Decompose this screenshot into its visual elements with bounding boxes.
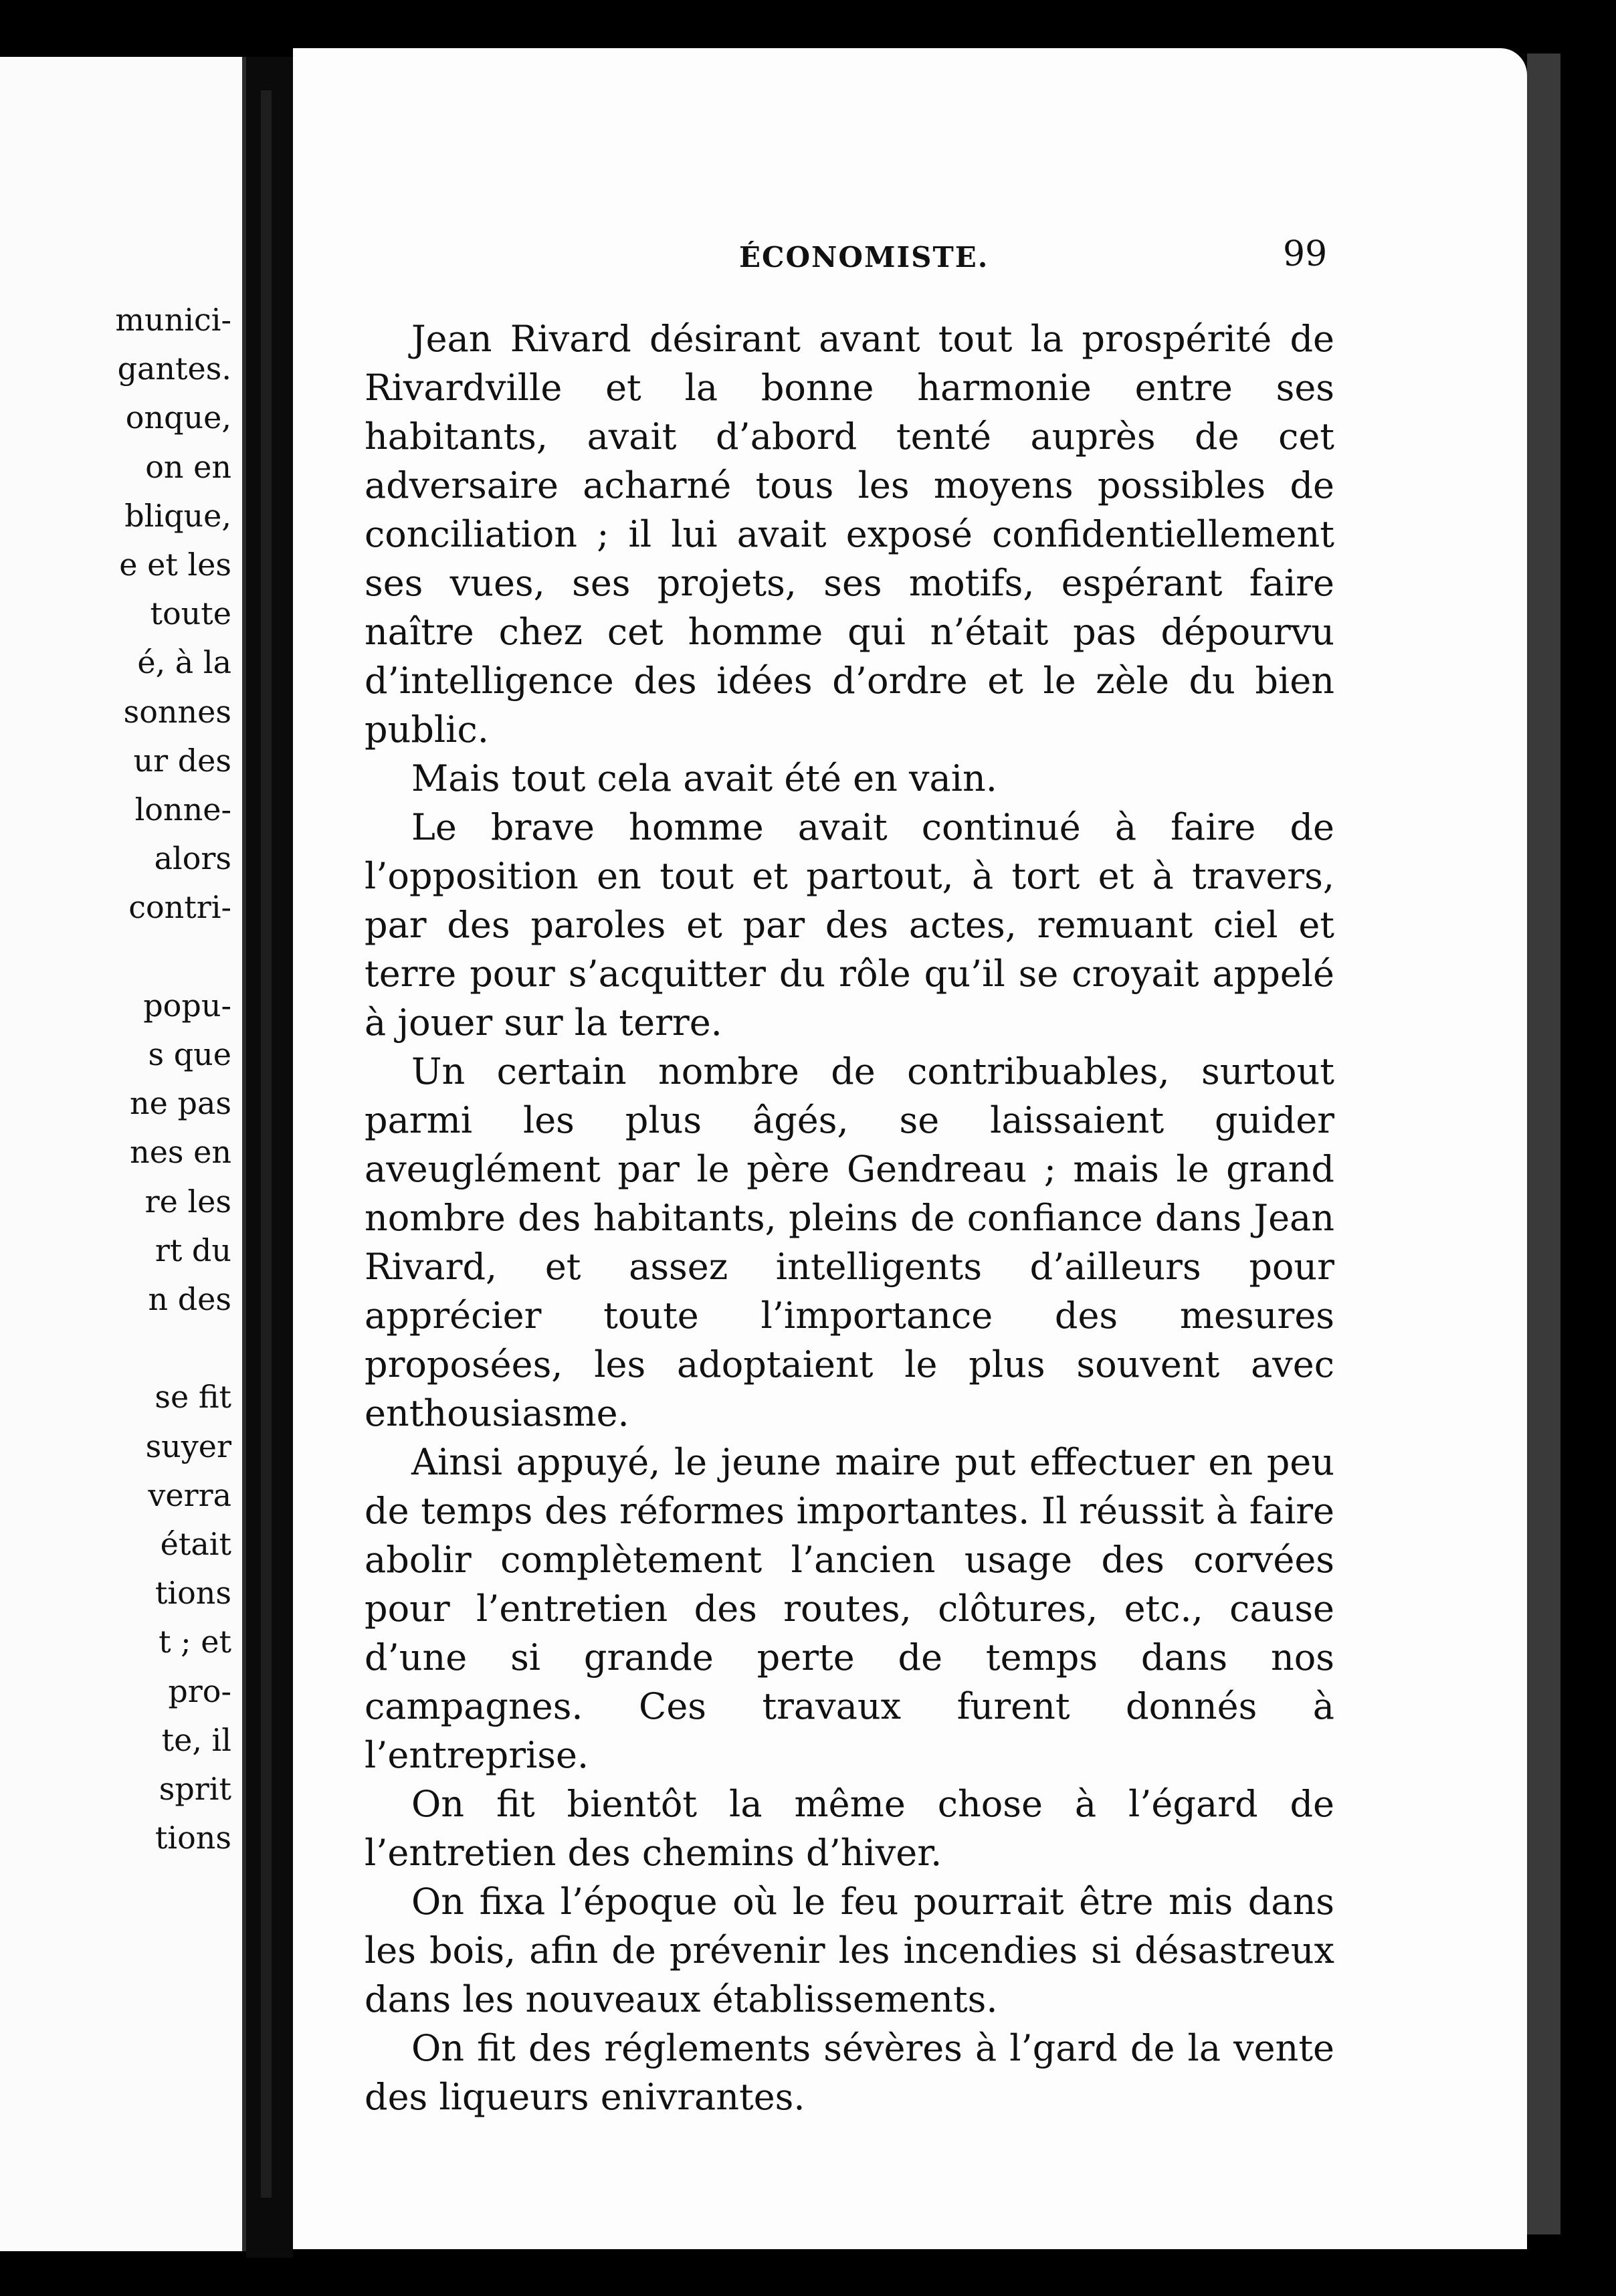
paragraph: Mais tout cela avait été en vain. [411, 757, 997, 799]
left-page-line: lonne- [134, 791, 231, 828]
left-page-line: alors [154, 840, 231, 877]
left-page-line: e et les [119, 547, 231, 583]
left-page-line: onque, [125, 399, 231, 436]
left-page-line: sonnes [123, 693, 231, 730]
left-page-line: suyer [145, 1428, 231, 1464]
left-page-line: munici- [115, 302, 231, 338]
left-page-line: popu- [143, 987, 231, 1024]
paragraph: On fit des réglements sévères à l’gard de la vente des liqueurs enivrantes. [365, 2027, 1334, 2118]
page-number: 99 [1283, 234, 1328, 274]
paragraph: On fit bientôt la même chose à l’égard de l’entretien des chemins d’hiver. [365, 1783, 1334, 1874]
paragraph: Un certain nombre de contribuables, surtout parmi les plus âgés, se laissaient guider aveuglément par le père Gendreau ; mais le grand nombre des habitants, pleins de confiance dans Jean Rivard, et assez intelligents d’ailleurs pour apprécier toute l’importance des mesures proposées, les adoptaient le plus souvent avec enthousiasme. [365, 1050, 1334, 1434]
left-page-line: sprit [159, 1771, 231, 1807]
left-page-line: tions [155, 1820, 231, 1856]
left-page-line: te, il [161, 1721, 231, 1758]
left-page-line: se fit [155, 1379, 231, 1416]
paragraph: Jean Rivard désirant avant tout la prospérité de Rivardville et la bonne harmonie entre ses habitants, avait d’abord tenté auprès de cet adversaire acharné tous les moyens possibles de conciliation ; il lui avait exposé confidentiellement ses vues, ses projets, ses motifs, espérant faire naître chez cet homme qui n’était pas dépourvu d’intelligence des idées d’ordre et le zèle du bien public. [365, 318, 1334, 751]
body-text [365, 314, 1334, 2121]
left-page-line: gantes. [117, 351, 231, 387]
left-page-line: tions [155, 1575, 231, 1612]
left-page [0, 57, 246, 2251]
book-gutter [246, 57, 293, 2258]
book-spine [261, 90, 272, 2198]
left-page-line: pro- [168, 1672, 231, 1709]
left-page-line: toute [150, 595, 231, 632]
left-page-line: rt du [155, 1232, 231, 1268]
left-page-line: ne pas [130, 1085, 231, 1122]
left-page-line: t ; et [159, 1624, 231, 1660]
left-page-line: était [160, 1526, 231, 1562]
left-page-line: re les [144, 1183, 231, 1220]
left-page-line: nes en [130, 1134, 231, 1171]
left-page-line: ur des [133, 742, 231, 779]
left-page-line: é, à la [137, 644, 231, 681]
left-page-line: verra [148, 1476, 231, 1513]
left-page-line: on en [145, 448, 231, 485]
left-page-line: blique, [124, 497, 231, 534]
running-head: ÉCONOMISTE. [739, 241, 989, 274]
paragraph: On fixa l’époque où le feu pourrait être mis dans les bois, afin de prévenir les incendies si désastreux dans les nouveaux établissements. [365, 1881, 1334, 2020]
left-page-line: n des [148, 1281, 231, 1317]
left-page-line: s que [148, 1036, 231, 1072]
paragraph: Le brave homme avait continué à faire de l’opposition en tout et partout, à tort et à travers, par des paroles et par des actes, remuant ciel et terre pour s’acquitter du rôle qu’il se croyait appelé à jouer sur la terre. [365, 806, 1334, 1044]
paragraph: Ainsi appuyé, le jeune maire put effectuer en peu de temps des réformes importantes. Il réussit à faire abolir complètement l’ancien usage des corvées pour l’entretien des routes, clôtures, etc., cause d’une si grande perte de temps dans nos campagnes. Ces travaux furent donnés à l’entreprise. [365, 1441, 1334, 1776]
left-page-line: contri- [128, 889, 231, 926]
right-page-edge [1527, 54, 1560, 2234]
